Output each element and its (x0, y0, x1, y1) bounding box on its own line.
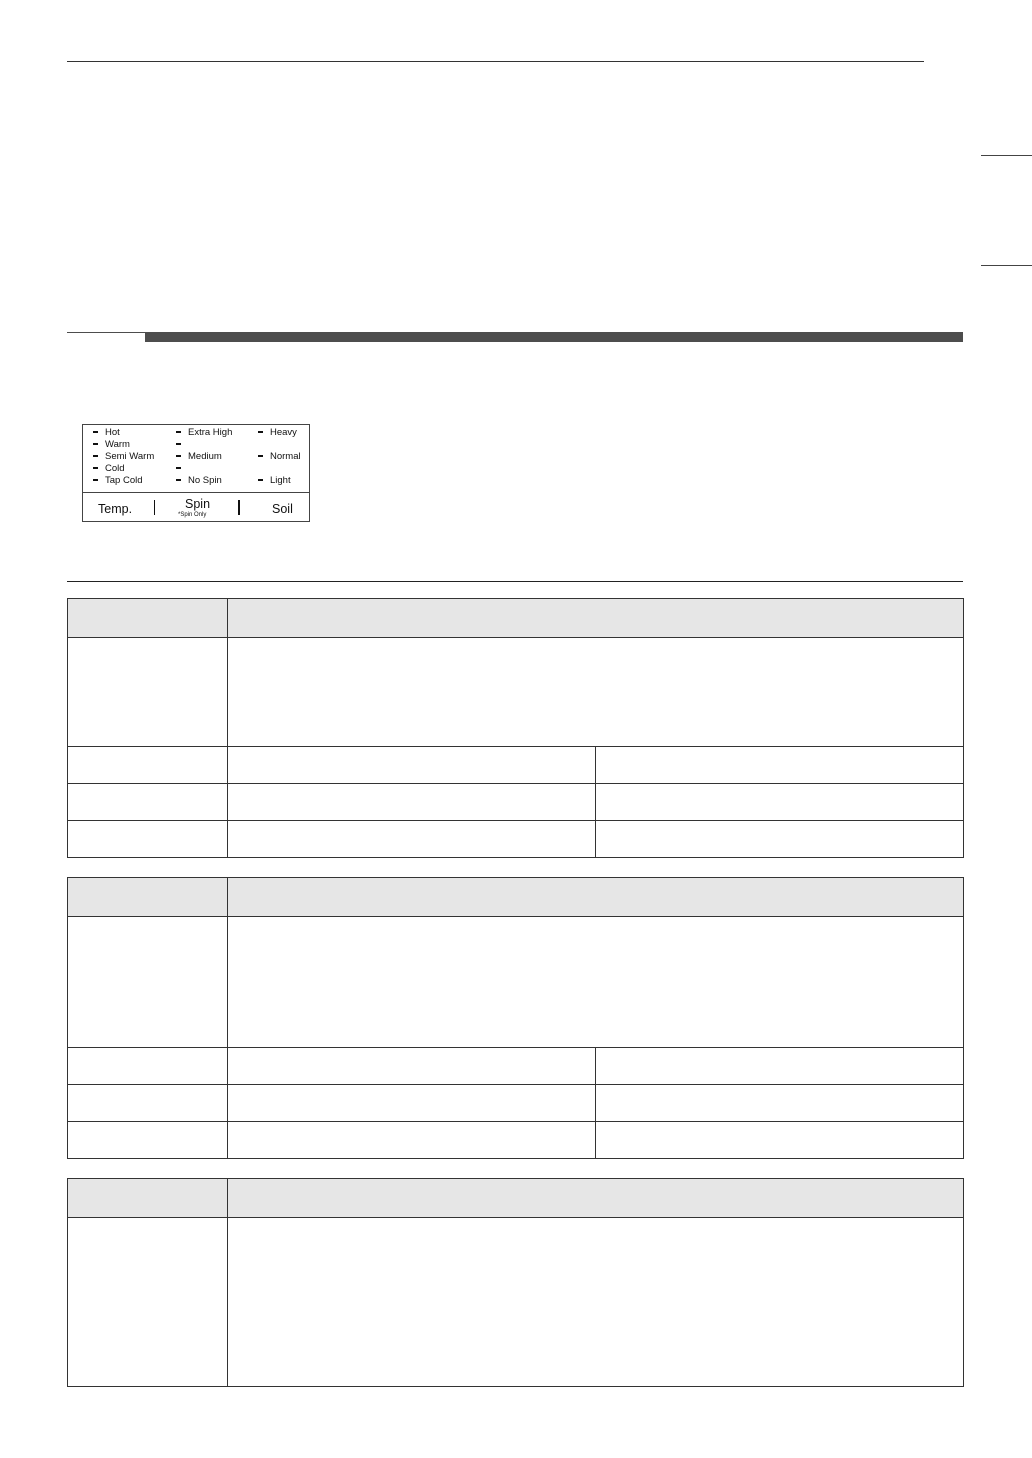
settings-table-1 (67, 598, 964, 858)
table-header-row (68, 1179, 963, 1218)
spin-options-list (176, 427, 232, 487)
soil-button[interactable]: Soil (272, 502, 293, 516)
spin-option: No Spin (176, 475, 232, 487)
indicator-led-icon (176, 431, 181, 433)
header-rule (67, 61, 924, 62)
row-divider (68, 783, 963, 784)
indicator-led-icon (258, 455, 263, 457)
temp-option: Tap Cold (93, 475, 154, 487)
temp-option: Hot (93, 427, 154, 439)
temp-button[interactable]: Temp. (98, 502, 133, 516)
temp-option: Semi Warm (93, 451, 154, 463)
row-divider (68, 820, 963, 821)
indicator-led-icon (258, 479, 263, 481)
indicator-led-icon (258, 431, 263, 433)
side-tab-marker-bottom (981, 265, 1032, 266)
row-divider (68, 1121, 963, 1122)
indicator-led-icon (176, 479, 181, 481)
column-divider (595, 1047, 596, 1158)
side-tab-marker-top (981, 155, 1032, 156)
spin-button[interactable]: Spin (185, 497, 211, 511)
soil-options-list (258, 427, 301, 487)
indicator-led-icon (93, 479, 98, 481)
column-divider (595, 746, 596, 857)
row-divider (68, 1084, 963, 1085)
control-panel-illustration (82, 424, 310, 522)
settings-table-3 (67, 1178, 964, 1387)
panel-divider (83, 492, 309, 493)
button-separator (154, 500, 155, 515)
spin-only-note: *Spin Only (178, 512, 207, 518)
spin-option: Extra High (176, 427, 232, 439)
soil-option (258, 439, 301, 451)
soil-option: Normal (258, 451, 301, 463)
soil-option (258, 463, 301, 475)
temp-option: Warm (93, 439, 154, 451)
indicator-led-icon (93, 431, 98, 433)
temp-option: Cold (93, 463, 154, 475)
table-header-row (68, 878, 963, 917)
row-divider (68, 1047, 963, 1048)
column-divider (227, 1179, 228, 1386)
button-separator (238, 500, 240, 515)
table-header-row (68, 599, 963, 638)
temp-options-list (93, 427, 154, 487)
indicator-led-icon (93, 443, 98, 445)
settings-table-2 (67, 877, 964, 1159)
row-divider (68, 746, 963, 747)
soil-option: Heavy (258, 427, 301, 439)
section-heading-bar (145, 332, 963, 342)
indicator-led-icon (93, 455, 98, 457)
indicator-led-icon (176, 455, 181, 457)
indicator-led-icon (93, 467, 98, 469)
soil-option: Light (258, 475, 301, 487)
spin-option (176, 463, 232, 475)
subsection-rule (67, 581, 963, 582)
column-divider (227, 878, 228, 1158)
indicator-led-icon (176, 467, 181, 469)
spin-option: Medium (176, 451, 232, 463)
section-bar-lead (67, 332, 145, 333)
indicator-led-icon (176, 443, 181, 445)
column-divider (227, 599, 228, 857)
spin-option (176, 439, 232, 451)
